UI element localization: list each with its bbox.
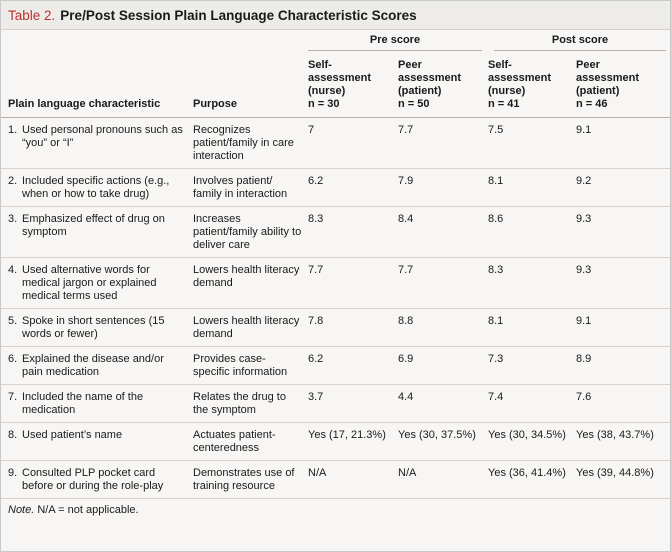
pre-peer-cell: 6.9 (398, 353, 414, 365)
pre-peer-cell: 7.7 (398, 124, 414, 136)
post-self-cell: 7.3 (488, 353, 504, 365)
purpose-cell: Lowers health literacy demand (193, 315, 300, 340)
characteristic-cell (1, 207, 193, 258)
characteristic-text: Used personal pronouns such as “you” or “I” (22, 124, 183, 149)
pre-self-column-header: Self- assessment (nurse) n = 30 (308, 59, 371, 110)
table-row (1, 118, 670, 169)
pre-peer-cell: 7.9 (398, 175, 414, 187)
characteristic-text: Used patient’s name (22, 429, 123, 441)
table-row (1, 207, 670, 258)
post-self-cell: Yes (30, 34.5%) (488, 429, 566, 441)
pre-self-cell: 3.7 (308, 391, 324, 403)
pre-peer-cell: Yes (30, 37.5%) (398, 429, 476, 441)
characteristic-text: Spoke in short sentences (15 words or fewer) (22, 315, 165, 340)
purpose-cell: Relates the drug to the symptom (193, 391, 286, 416)
row-number: 3. (8, 213, 18, 225)
characteristic-text: Included specific actions (e.g., when or how to take drug) (22, 175, 170, 200)
post-peer-cell: 9.3 (576, 264, 592, 276)
pre-self-cell: Yes (17, 21.3%) (308, 429, 386, 441)
post-peer-column-header: Peer assessment (patient) n = 46 (576, 59, 639, 110)
characteristic-text: Consulted PLP pocket card before or during the role-play (22, 467, 164, 492)
table-row (1, 385, 670, 423)
post-peer-cell: 8.9 (576, 353, 592, 365)
pre-score-group-header: Pre score (308, 30, 488, 51)
row-number: 6. (8, 353, 18, 365)
post-peer-cell: 9.3 (576, 213, 592, 225)
pre-self-cell: 7 (308, 124, 315, 136)
row-number: 4. (8, 264, 18, 276)
pre-self-cell: 7.8 (308, 315, 324, 327)
table-title-bar (1, 1, 670, 30)
table-title: Pre/Post Session Plain Language Characteristic Scores (60, 7, 417, 23)
characteristic-text: Emphasized effect of drug on symptom (22, 213, 165, 238)
table-label: Table 2. (8, 7, 56, 23)
characteristic-cell (1, 118, 193, 169)
characteristic-cell (1, 423, 193, 461)
purpose-cell: Lowers health literacy demand (193, 264, 300, 289)
empty-header-cell (1, 30, 193, 51)
row-number: 7. (8, 391, 18, 403)
note-text: N/A = not applicable. (37, 504, 139, 516)
pre-peer-cell: 8.4 (398, 213, 414, 225)
pre-peer-cell: 4.4 (398, 391, 414, 403)
group-header-row (1, 30, 670, 51)
empty-header-cell (193, 30, 308, 51)
post-score-group-header: Post score (488, 30, 670, 51)
pre-self-cell: N/A (308, 467, 327, 479)
post-peer-cell: 9.1 (576, 124, 592, 136)
pre-peer-cell: N/A (398, 467, 417, 479)
post-peer-cell: Yes (39, 44.8%) (576, 467, 654, 479)
characteristic-cell (1, 461, 193, 499)
characteristic-cell (1, 385, 193, 423)
table-row (1, 169, 670, 207)
purpose-column-header: Purpose (193, 98, 238, 110)
table-row (1, 258, 670, 309)
table-note (1, 499, 670, 521)
post-self-cell: 8.6 (488, 213, 504, 225)
column-header-row (1, 51, 670, 118)
pre-peer-cell: 7.7 (398, 264, 414, 276)
post-peer-cell: Yes (38, 43.7%) (576, 429, 654, 441)
row-number: 5. (8, 315, 18, 327)
post-peer-cell: 7.6 (576, 391, 592, 403)
note-label: Note. (8, 504, 35, 516)
characteristic-text: Used alternative words for medical jargon or explained medical terms used (22, 264, 157, 302)
purpose-cell: Involves patient/ family in interaction (193, 175, 288, 200)
row-number: 8. (8, 429, 18, 441)
post-self-cell: 7.4 (488, 391, 504, 403)
pre-peer-cell: 8.8 (398, 315, 414, 327)
characteristic-cell (1, 309, 193, 347)
pre-self-cell: 8.3 (308, 213, 324, 225)
purpose-cell: Actuates patient-centeredness (193, 429, 276, 454)
purpose-cell: Provides case-specific information (193, 353, 288, 378)
post-self-cell: 8.1 (488, 175, 504, 187)
post-self-cell: 8.1 (488, 315, 504, 327)
table-row (1, 309, 670, 347)
scores-table (1, 30, 670, 499)
table-row (1, 461, 670, 499)
post-self-column-header: Self- assessment (nurse) n = 41 (488, 59, 551, 110)
characteristic-text: Explained the disease and/or pain medication (22, 353, 164, 378)
table-row (1, 423, 670, 461)
post-peer-cell: 9.2 (576, 175, 592, 187)
post-self-cell: Yes (36, 41.4%) (488, 467, 566, 479)
post-self-cell: 7.5 (488, 124, 504, 136)
row-number: 9. (8, 467, 18, 479)
purpose-cell: Demonstrates use of training resource (193, 467, 295, 492)
characteristic-column-header: Plain language characteristic (8, 98, 161, 110)
pre-self-cell: 6.2 (308, 353, 324, 365)
table-row (1, 347, 670, 385)
pre-peer-column-header: Peer assessment (patient) n = 50 (398, 59, 461, 110)
purpose-cell: Increases patient/family ability to deliver care (193, 213, 302, 251)
row-number: 2. (8, 175, 18, 187)
purpose-cell: Recognizes patient/family in care interaction (193, 124, 294, 162)
characteristic-cell (1, 258, 193, 309)
row-number: 1. (8, 124, 18, 136)
post-self-cell: 8.3 (488, 264, 504, 276)
pre-self-cell: 7.7 (308, 264, 324, 276)
pre-self-cell: 6.2 (308, 175, 324, 187)
characteristic-cell (1, 347, 193, 385)
characteristic-cell (1, 169, 193, 207)
post-peer-cell: 9.1 (576, 315, 592, 327)
characteristic-text: Included the name of the medication (22, 391, 144, 416)
